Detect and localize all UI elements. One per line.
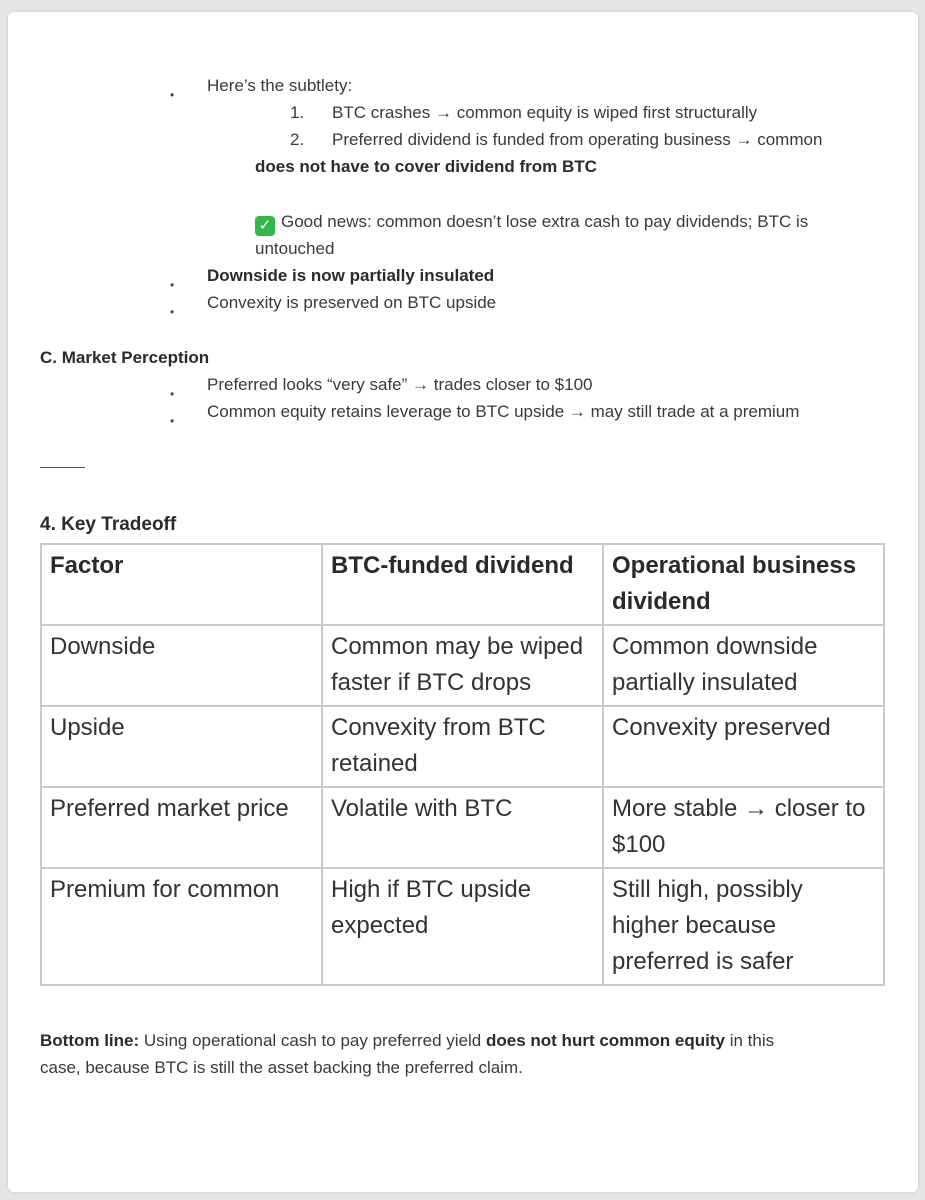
- table-cell: More stable → closer to $100: [603, 787, 884, 868]
- bottom-line-paragraph-2: case, because BTC is still the asset backing the preferred claim.: [40, 1058, 523, 1077]
- bullet-icon: •: [170, 387, 175, 401]
- table-cell: Upside: [41, 706, 322, 787]
- bullet-icon: •: [170, 305, 175, 319]
- table-cell: Premium for common: [41, 868, 322, 985]
- table-row: [41, 706, 884, 787]
- bullet-icon: •: [170, 278, 175, 292]
- table-row: [41, 787, 884, 868]
- table-row: [41, 868, 884, 985]
- bullet-icon: •: [170, 88, 175, 102]
- subtlety-intro: Here’s the subtlety:: [207, 76, 353, 95]
- table-cell: Common may be wiped faster if BTC drops: [322, 625, 603, 706]
- table-header-cell: Operational business dividend: [603, 544, 884, 625]
- good-news-line: ✓ Good news: common doesn’t lose extra cash to pay dividends; BTC is: [255, 208, 808, 236]
- tradeoff-table: [40, 543, 885, 986]
- document-page: [8, 12, 918, 1192]
- list-item: BTC crashes → common equity is wiped first structurally: [332, 103, 758, 122]
- list-item: Preferred dividend is funded from operating business → common: [332, 130, 823, 149]
- bottom-line-label: Bottom line:: [40, 1031, 140, 1050]
- table-row: [41, 625, 884, 706]
- convexity-bullet: Convexity is preserved on BTC upside: [207, 293, 497, 312]
- table-cell: Convexity from BTC retained: [322, 706, 603, 787]
- downside-insulated-bullet: Downside is now partially insulated: [207, 266, 495, 285]
- bullet-icon: •: [170, 414, 175, 428]
- bottom-line-emphasis: does not hurt common equity: [486, 1031, 725, 1050]
- table-cell: Convexity preserved: [603, 706, 884, 787]
- market-bullet: Common equity retains leverage to BTC upside → may still trade at a premium: [207, 402, 800, 421]
- table-header-row: [41, 544, 884, 625]
- table-cell: Common downside partially insulated: [603, 625, 884, 706]
- section-4-heading: 4. Key Tradeoff: [40, 514, 177, 535]
- table-header-cell: Factor: [41, 544, 322, 625]
- table-cell: Volatile with BTC: [322, 787, 603, 868]
- table-cell: High if BTC upside expected: [322, 868, 603, 985]
- section-c-heading: C. Market Perception: [40, 348, 210, 367]
- table-cell: Still high, possibly higher because preferred is safer: [603, 868, 884, 985]
- table-cell: Preferred market price: [41, 787, 322, 868]
- section-divider: [40, 467, 85, 468]
- list-continuation-bold: does not have to cover dividend from BTC: [255, 157, 597, 176]
- table-cell: Downside: [41, 625, 322, 706]
- good-news-line-2: untouched: [255, 239, 335, 258]
- list-number: 1.: [290, 103, 305, 122]
- bottom-line-paragraph: Bottom line: Using operational cash to pay preferred yield does not hurt common equity in this: [40, 1031, 775, 1050]
- check-mark-icon: ✓: [255, 216, 275, 236]
- market-bullet: Preferred looks “very safe” → trades closer to $100: [207, 375, 593, 394]
- list-number: 2.: [290, 130, 305, 149]
- table-header-cell: BTC-funded dividend: [322, 544, 603, 625]
